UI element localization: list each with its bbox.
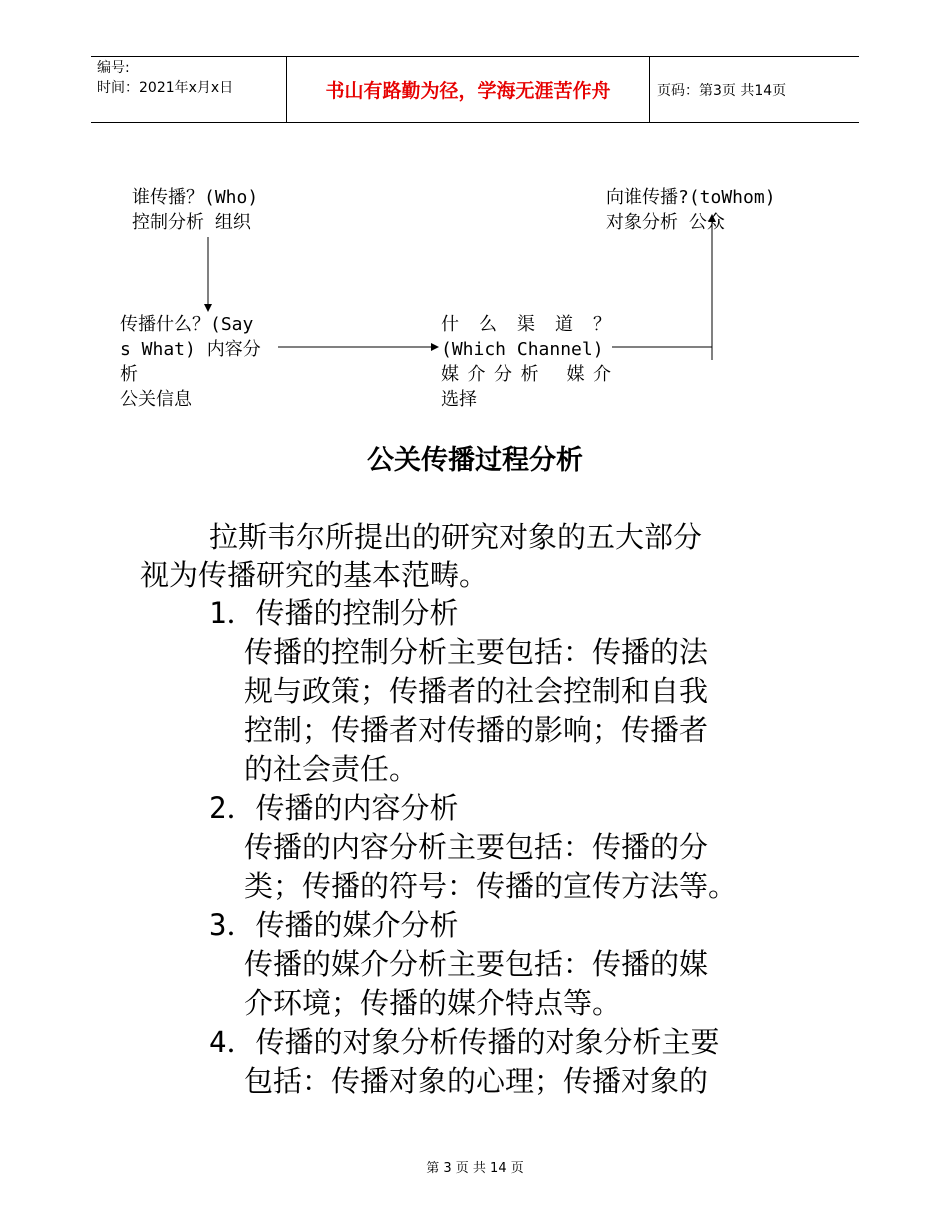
item1-line4: 的社会责任。 [244, 752, 419, 786]
item4-heading: 4．传播的对象分析传播的对象分析主要 [209, 1025, 720, 1059]
body-intro-line1: 拉斯韦尔所提出的研究对象的五大部分 [209, 520, 703, 554]
header-motto: 书山有路勤为径，学海无涯苦作舟 [325, 80, 611, 102]
doc-number-label: 编号: [97, 60, 130, 76]
section-title: 公关传播过程分析 [367, 445, 583, 476]
node-channel-line3: 媒介分析 媒介 [441, 364, 611, 385]
page-footer: 第 3 页 共 14 页 [426, 1161, 524, 1176]
item3-line1: 传播的媒介分析主要包括：传播的媒 [244, 947, 709, 981]
node-who-line2: 控制分析 组织 [132, 212, 251, 233]
item1-line1: 传播的控制分析主要包括：传播的法 [244, 635, 709, 669]
node-channel-line4: 选择 [441, 389, 477, 410]
node-says-what-line4: 公关信息 [120, 389, 192, 410]
item1-heading: 1．传播的控制分析 [209, 596, 459, 630]
item4-line1: 包括：传播对象的心理；传播对象的 [244, 1064, 709, 1098]
body-intro-line2: 视为传播研究的基本范畴。 [140, 558, 489, 592]
diagram-connectors [0, 0, 950, 430]
node-says-what-line2: s What) 内容分 [120, 339, 261, 360]
node-channel-line2: (Which Channel) [441, 339, 604, 360]
item1-line3: 控制；传播者对传播的影响；传播者 [244, 713, 709, 747]
item2-line2: 类；传播的符号：传播的宣传方法等。 [244, 869, 738, 903]
node-says-what-line1: 传播什么？(Say [120, 314, 254, 335]
item3-heading: 3．传播的媒介分析 [209, 908, 459, 942]
item2-line1: 传播的内容分析主要包括：传播的分 [244, 830, 709, 864]
item2-heading: 2．传播的内容分析 [209, 791, 459, 825]
node-says-what-line3: 析 [120, 364, 138, 385]
doc-time: 时间：2021年x月x日 [97, 80, 234, 96]
header-page-info: 页码：第3页 共14页 [657, 83, 787, 99]
item1-line2: 规与政策；传播者的社会控制和自我 [244, 674, 709, 708]
node-who-line1: 谁传播？(Who) [132, 187, 259, 208]
node-to-whom-line1: 向谁传播?(toWhom) [606, 187, 776, 208]
node-channel-line1: 什 么 渠 道 ？ [441, 314, 611, 335]
item3-line2: 介环境；传播的媒介特点等。 [244, 986, 622, 1020]
node-to-whom-line2: 对象分析 公众 [606, 212, 725, 233]
